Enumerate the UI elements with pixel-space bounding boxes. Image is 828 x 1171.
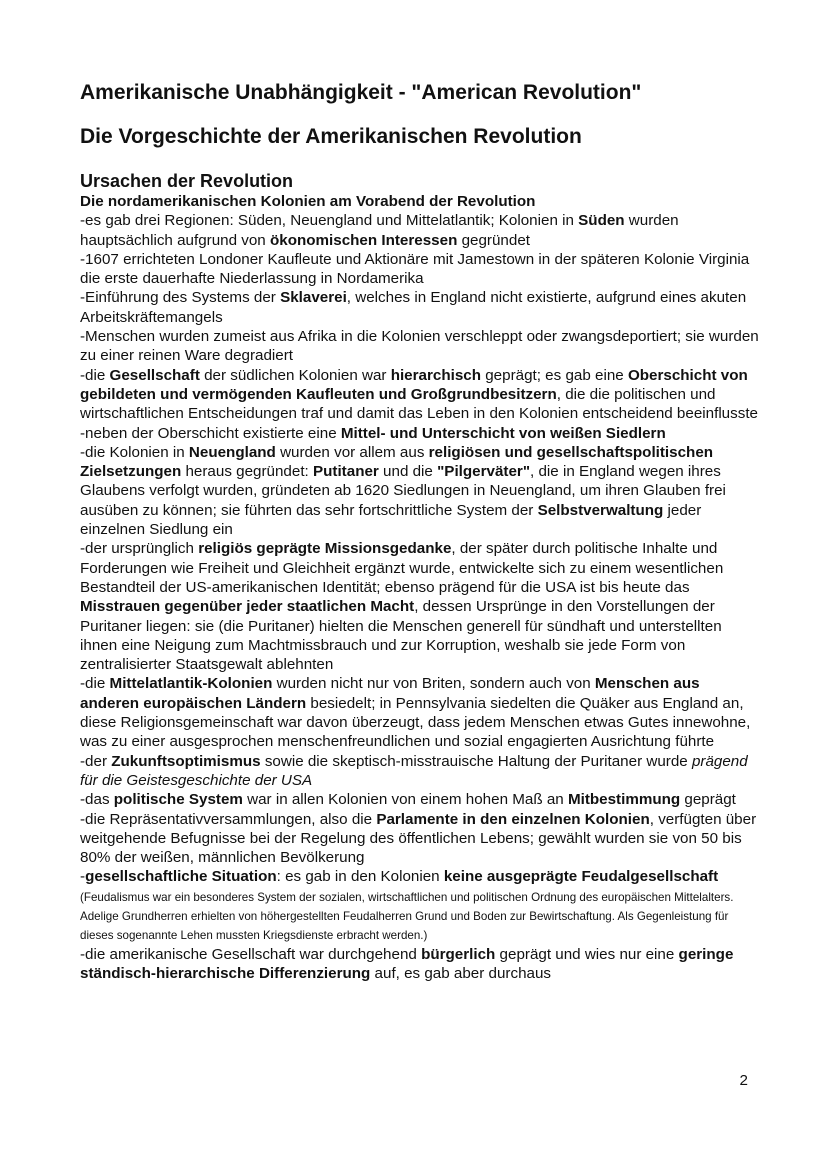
bold-term: religiös geprägte Missionsgedanke [198, 540, 452, 558]
bold-term: Putitaner [313, 463, 379, 481]
document-subtitle: Die Vorgeschichte der Amerikanischen Revolution [80, 125, 582, 148]
bold-term: "Pilgerväter" [437, 463, 531, 481]
paragraph [80, 945, 760, 984]
section-heading: Ursachen der Revolution [80, 171, 294, 191]
text-segment: -die Kolonien in [80, 443, 189, 461]
paragraph [80, 424, 760, 443]
paragraph [80, 250, 760, 289]
bold-term: Selbstverwaltung [537, 501, 664, 519]
bold-term: Oberschicht von gebildeten und vermögenden Kaufleuten und Großgrundbesitzern [80, 366, 748, 403]
bold-term: Sklaverei [280, 289, 347, 307]
bold-term: Mittel- und Unterschicht von weißen Siedlern [340, 424, 666, 442]
italic-phrase: prägend für die Geistesgeschichte der USA [80, 752, 748, 789]
footnote-text: (Feudalismus war ein besonderes System der sozialen, wirtschaftlichen und politischen Ordnung des europäischen Mittelalters. Adelige Grundherren erhielten von höhergestellten Feudalherren Grund und Boden zur Bewirtschaftung. Als Gegenleistung für dieses sogenannte Lehen mussten Kriegsdienste erbracht werden.) [80, 890, 734, 943]
bold-term: Gesellschaft [109, 366, 200, 384]
bold-term: gesellschaftliche Situation [85, 868, 277, 886]
text-segment: der südlichen Kolonien war [199, 366, 391, 384]
text-segment: , der später durch politische Inhalte und Forderungen wie Freiheit und Gleichheit ergänzt wurde, entwickelte sich zu einem wesentlichen Bestandteil der US-amerikanischen Identität; ebenso prägend für die USA ist bis heute das [80, 540, 724, 596]
paragraph [80, 211, 760, 250]
paragraph [80, 327, 760, 366]
text-segment: - [80, 868, 86, 886]
page-number: 2 [739, 1072, 748, 1089]
text-segment: -neben der Oberschicht existierte eine [80, 424, 341, 442]
text-segment: und die [378, 463, 438, 481]
body-text [80, 211, 760, 983]
bold-term: geringe ständisch-hierarchische Differenzierung [80, 945, 734, 982]
bold-term: politische System [113, 791, 243, 809]
text-segment: wurden hauptsächlich aufgrund von [80, 212, 679, 249]
bold-term: bürgerlich [421, 945, 496, 963]
paragraph [80, 810, 760, 868]
bold-term: Neuengland [188, 443, 276, 461]
paragraph [80, 674, 760, 751]
bold-term: Parlamente in den einzelnen Kolonien [376, 810, 650, 828]
text-segment: : es gab in den Kolonien [276, 868, 444, 886]
bold-term: Mitbestimmung [567, 791, 681, 809]
document-page [80, 78, 760, 983]
text-segment: -die Repräsentativversammlungen, also die [80, 810, 377, 828]
text-segment: , die in England wegen ihres Glaubens verfolgt wurden, gründeten ab 1620 Siedlungen in Neuengland, um ihren Glauben frei ausüben zu können; sie führten das sehr fortschrittliche System der [80, 463, 726, 519]
text-segment: -es gab drei Regionen: Süden, Neuengland und Mittelatlantik; Kolonien in [80, 212, 579, 230]
text-segment: , welches in England nicht existierte, aufgrund eines akuten Arbeitskräftemangels [80, 289, 747, 326]
text-segment: jeder einzelnen Siedlung ein [80, 501, 702, 539]
text-segment: -die [80, 366, 110, 384]
text-segment: -das [80, 791, 114, 809]
paragraph [80, 288, 760, 327]
bold-term: Zukunftsoptimismus [111, 752, 261, 770]
text-segment: , verfügten über weitgehende Befugnisse bei der Regelung des öffentlichen Lebens; gewählt wurden sie von 50 bis 80% der weißen, männlichen Bevölkerung [80, 810, 757, 867]
text-segment: -die [80, 675, 110, 693]
text-segment: geprägt; es gab eine [481, 366, 628, 384]
text-segment: -Menschen wurden zumeist aus Afrika in die Kolonien verschleppt oder zwangsdeportiert; sie wurden zu einer reinen Ware degradiert [80, 328, 759, 365]
text-segment: geprägt und wies nur eine [495, 945, 679, 963]
text-segment: -der [80, 752, 112, 770]
document-title: Amerikanische Unabhängigkeit - "American Revolution" [80, 81, 642, 104]
bold-term: Menschen aus anderen europäischen Ländern [80, 675, 700, 712]
text-segment: , dessen Ursprünge in den Vorstellungen der Puritaner liegen: sie (die Puritaner) hielten die Menschen generell für sündhaft und unterstellten ihnen eine Neigung zum Machtmissbrauch und zur Korruption, weshalb sie jede Form von zentralisierter Staatsgewalt ablehnten [80, 598, 722, 674]
text-segment: war in allen Kolonien von einem hohen Maß an [242, 791, 568, 809]
subsection-heading: Die nordamerikanischen Kolonien am Vorabend der Revolution [80, 193, 536, 210]
bold-term: keine ausgeprägte Feudalgesellschaft [443, 868, 719, 886]
bold-term: ökonomischen Interessen [269, 231, 458, 249]
bold-term: Süden [578, 212, 625, 230]
text-segment: heraus gegründet: [181, 463, 313, 481]
text-segment: , die die politischen und wirtschaftlichen Entscheidungen traf und damit das Leben in den Kolonien entscheidend beeinflusste [80, 385, 758, 423]
paragraph [80, 752, 760, 791]
paragraph [80, 539, 760, 674]
text-segment: -Einführung des Systems der [80, 289, 281, 307]
text-segment: geprägt [680, 791, 736, 809]
bold-term: Misstrauen gegenüber jeder staatlichen Macht [80, 598, 415, 616]
text-segment: -die amerikanische Gesellschaft war durchgehend [80, 945, 422, 963]
text-segment: gegründet [457, 231, 530, 249]
text-segment: besiedelt; in Pennsylvania siedelten die Quäker aus England an, diese Religionsgemeinschaft war davon überzeugt, dass jedem Menschen etwas Gutes innewohne, was zu einer ausgesprochen menschenfreundlichen und sozial engagierten Ausrichtung führte [80, 694, 751, 751]
bold-term: religiösen und gesellschaftspolitischen Zielsetzungen [80, 443, 714, 481]
bold-term: Mittelatlantik-Kolonien [109, 675, 273, 693]
text-segment: sowie die skeptisch-misstrauische Haltung der Puritaner wurde [260, 752, 692, 770]
text-segment: wurden vor allem aus [275, 443, 429, 461]
text-segment: -der ursprünglich [80, 540, 199, 558]
text-segment: wurden nicht nur von Briten, sondern auch von [272, 675, 595, 693]
bold-term: hierarchisch [390, 366, 482, 384]
paragraph [80, 443, 760, 539]
paragraph [80, 790, 760, 809]
paragraph [80, 366, 760, 424]
text-segment: -1607 errichteten Londoner Kaufleute und Aktionäre mit Jamestown in der späteren Kolonie Virginia die erste dauerhafte Niederlassung in Nordamerika [80, 250, 750, 288]
text-segment: auf, es gab aber durchaus [370, 964, 552, 982]
paragraph [80, 867, 760, 944]
